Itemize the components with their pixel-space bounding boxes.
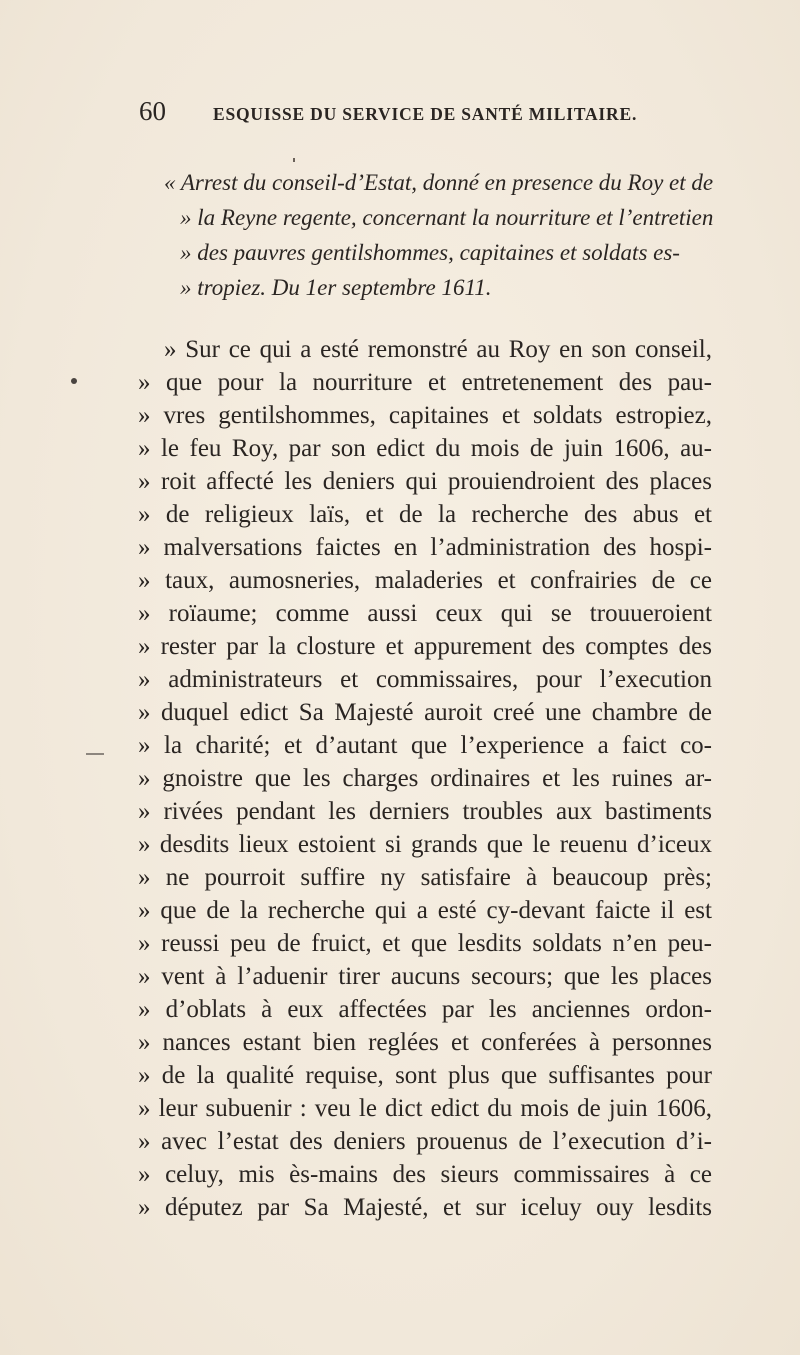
title-line: » des pauvres gentilshommes, capitaines et soldats es- (180, 240, 680, 265)
body-line: » desdits lieux estoient si grands que le reuenu d’iceux (138, 831, 712, 858)
running-title: ESQUISSE DU SERVICE DE SANTÉ MILITAIRE. (213, 104, 638, 124)
body-line: » d’oblats à eux affectées par les anciennes ordon- (138, 996, 712, 1023)
body-line: » vent à l’aduenir tirer aucuns secours; que les places (138, 963, 712, 990)
margin-dash (86, 753, 104, 755)
body-line: » nances estant bien reglées et conferées à personnes (138, 1029, 712, 1056)
body-line: » la charité; et d’autant que l’experience a faict co- (138, 732, 712, 759)
body-line: » de religieux laïs, et de la recherche des abus et (138, 501, 712, 528)
body-line: » que pour la nourriture et entretenement des pau- (138, 369, 712, 396)
title-line: « Arrest du conseil-d’Estat, donné en presence du Roy et de (164, 170, 714, 195)
body-line: » celuy, mis ès-mains des sieurs commissaires à ce (138, 1161, 712, 1188)
body-line: » avec l’estat des deniers prouenus de l’execution d’i- (138, 1128, 712, 1155)
body-line: » leur subuenir : veu le dict edict du mois de juin 1606, (138, 1095, 712, 1122)
body-line: » taux, aumosneries, maladeries et confrairies de ce (138, 567, 712, 594)
body-line: » duquel edict Sa Majesté auroit creé une chambre de (138, 699, 712, 726)
body-line: » ne pourroit suffire ny satisfaire à beaucoup près; (138, 864, 712, 891)
body-line: » reussi peu de fruict, et que lesdits soldats n’en peu- (138, 930, 712, 957)
title-line: » la Reyne regente, concernant la nourriture et l’entretien (180, 205, 714, 230)
running-head (139, 96, 699, 136)
ink-speck (293, 158, 295, 162)
title-line: » tropiez. Du 1er septembre 1611. (180, 275, 492, 300)
body-line: » roit affecté les deniers qui prouiendroient des places (138, 468, 712, 495)
body-line: » députez par Sa Majesté, et sur iceluy ouy lesdits (138, 1194, 712, 1221)
body-line: » de la qualité requise, sont plus que suffisantes pour (138, 1062, 712, 1089)
body-line: » rivées pendant les derniers troubles aux bastiments (138, 798, 712, 825)
body-line: » Sur ce qui a esté remonstré au Roy en son conseil, (164, 336, 712, 363)
page-number: 60 (139, 96, 166, 126)
body-line: » vres gentilshommes, capitaines et soldats estropiez, (138, 402, 712, 429)
body-line: » malversations faictes en l’administration des hospi- (138, 534, 712, 561)
body-line: » le feu Roy, par son edict du mois de juin 1606, au- (138, 435, 712, 462)
body-line: » administrateurs et commissaires, pour l’execution (138, 666, 712, 693)
body-line: » gnoistre que les charges ordinaires et les ruines ar- (138, 765, 712, 792)
body-line: » roïaume; comme aussi ceux qui se trouueroient (138, 600, 712, 627)
body-line: » rester par la closture et appurement des comptes des (138, 633, 712, 660)
body-line: » que de la recherche qui a esté cy-devant faicte il est (138, 897, 712, 924)
margin-dot (71, 378, 77, 384)
